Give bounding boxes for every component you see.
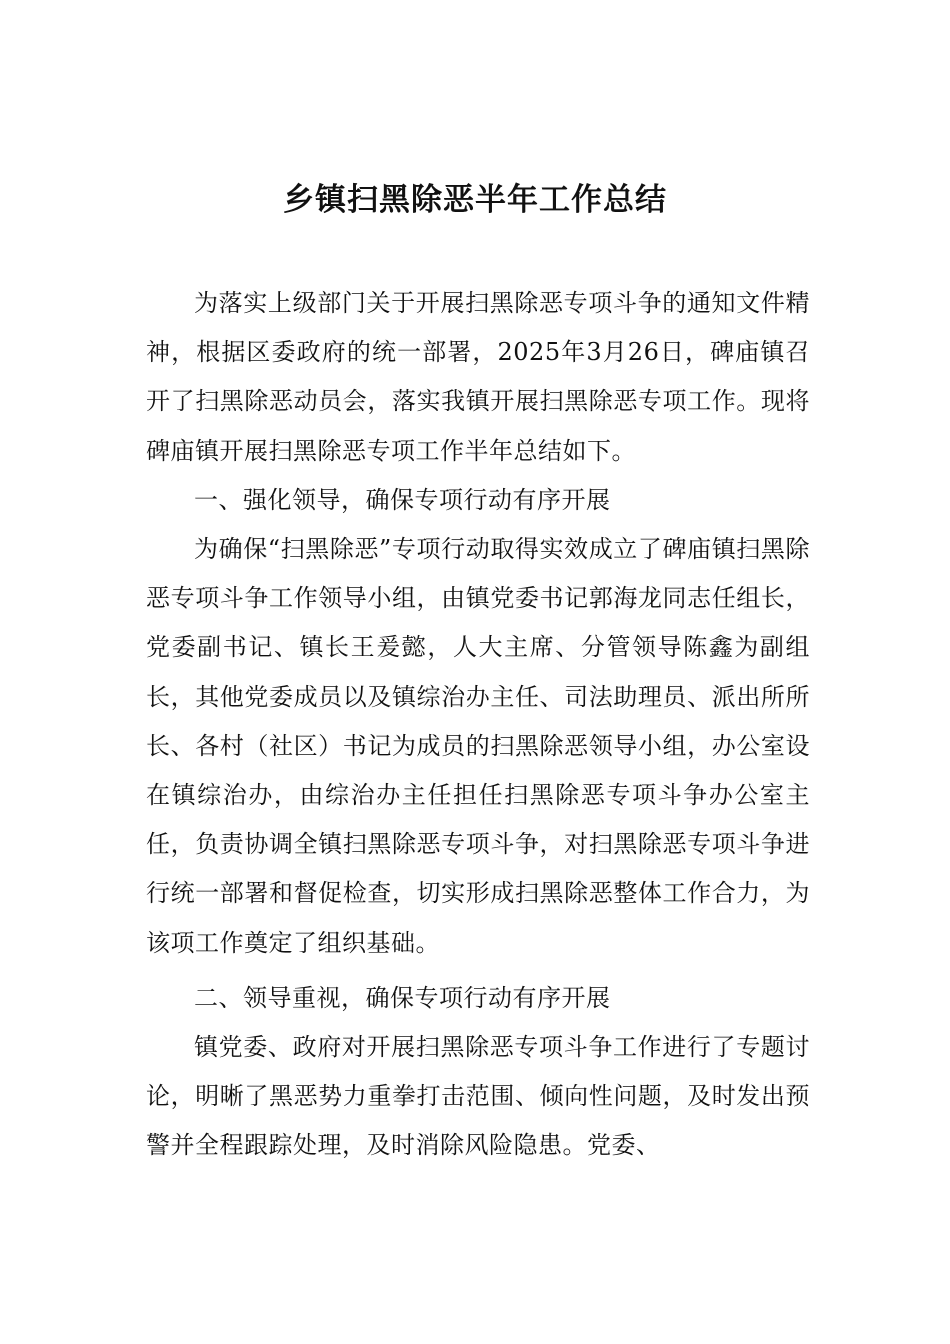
paragraph-intro: 为落实上级部门关于开展扫黑除恶专项斗争的通知文件精神，根据区委政府的统一部署，2025年3月26日，碑庙镇召开了扫黑除恶动员会，落实我镇开展扫黑除恶专项工作。现将碑庙镇开展扫黑除恶专项工作半年总结如下。 [146, 289, 810, 465]
section-heading-1: 一、强化领导，确保专项行动有序开展 [194, 485, 611, 514]
document-body [146, 279, 810, 1171]
section-heading-2: 二、领导重视，确保专项行动有序开展 [194, 983, 611, 1012]
paragraph-section-2: 镇党委、政府对开展扫黑除恶专项斗争工作进行了专题讨论，明晰了黑恶势力重拳打击范围、倾向性问题，及时发出预警并全程跟踪处理，及时消除风险隐患。党委、 [146, 1033, 810, 1160]
document-title: 乡镇扫黑除恶半年工作总结 [283, 182, 667, 218]
paragraph-section-1: 为确保“扫黑除恶”专项行动取得实效成立了碑庙镇扫黑除恶专项斗争工作领导小组，由镇党委书记郭海龙同志任组长，党委副书记、镇长王爰懿，人大主席、分管领导陈鑫为副组长，其他党委成员以及镇综治办主任、司法助理员、派出所所长、各村（社区）书记为成员的扫黑除恶领导小组，办公室设在镇综治办，由综治办主任担任扫黑除恶专项斗争办公室主任，负责协调全镇扫黑除恶专项斗争，对扫黑除恶专项斗争进行统一部署和督促检查，切实形成扫黑除恶整体工作合力，为该项工作奠定了组织基础。 [146, 535, 810, 957]
